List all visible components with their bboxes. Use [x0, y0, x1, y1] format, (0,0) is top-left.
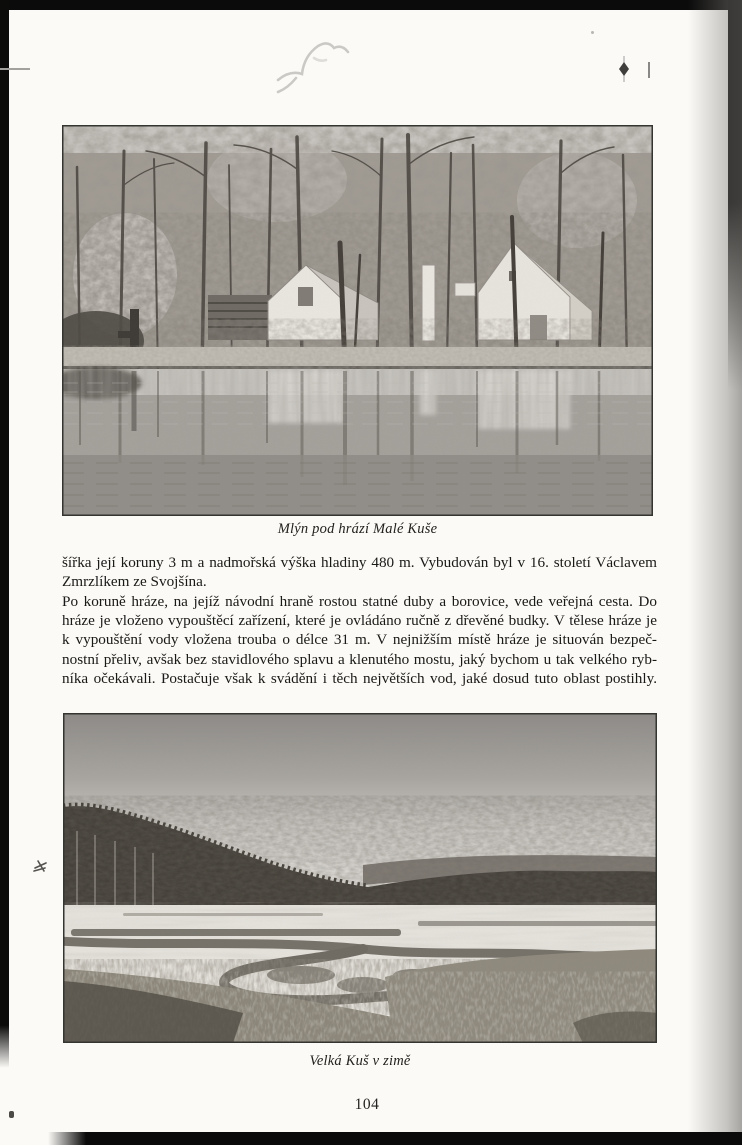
paragraph [62, 592, 657, 689]
scan-edge-top [0, 0, 742, 10]
pencil-smudge [268, 28, 356, 102]
body-text [62, 553, 657, 688]
scan-edge-bottom [48, 1132, 742, 1145]
text-line: nostní přeliv, avšak bez stavidlového splavu a klenutého mostu, jaký bychom u tak velkého ryb- [62, 650, 657, 668]
text-line: hráze je vloženo vypouštěcí zařízení, které je ovládáno ručně z dřevěné budky. V tělese hráze je [62, 612, 657, 630]
scan-edge-left [0, 0, 9, 1068]
paragraph [62, 553, 657, 592]
photo2-caption: Velká Kuš v zimě [309, 1053, 411, 1069]
margin-scribble [32, 858, 50, 876]
text-line: Po koruně hráze, na jejíž návodní hraně rostou statné duby a borovice, vede veřejná cesta. Do [62, 592, 657, 610]
page-number: 104 [354, 1096, 380, 1113]
text-line: Zmrzlíkem ze Svojšína. [62, 573, 207, 591]
ink-tick-mark [648, 62, 650, 78]
page-gutter-shadow [688, 0, 742, 1145]
photo-mill-below-dam [62, 125, 653, 516]
text-line: níka očekávali. Postačuje však k svádění i těch největších vod, jaké dosud tuto oblast postihly. [62, 670, 657, 688]
ink-diamond-mark [616, 55, 634, 83]
scan-scratch-line [0, 68, 30, 70]
scan-speck [591, 31, 594, 34]
photo1-caption: Mlýn pod hrází Malé Kuše [277, 521, 438, 537]
text-line: šířka její koruny 3 m a nadmořská výška hladiny 480 m. Vybudován byl v 16. století Václavem [62, 554, 657, 571]
text-line: k vypouštění vody vložena trouba o délce 31 m. V nejnižším místě hráze je situován bezpeč- [62, 631, 657, 649]
photo-velka-kus-winter [63, 713, 657, 1043]
